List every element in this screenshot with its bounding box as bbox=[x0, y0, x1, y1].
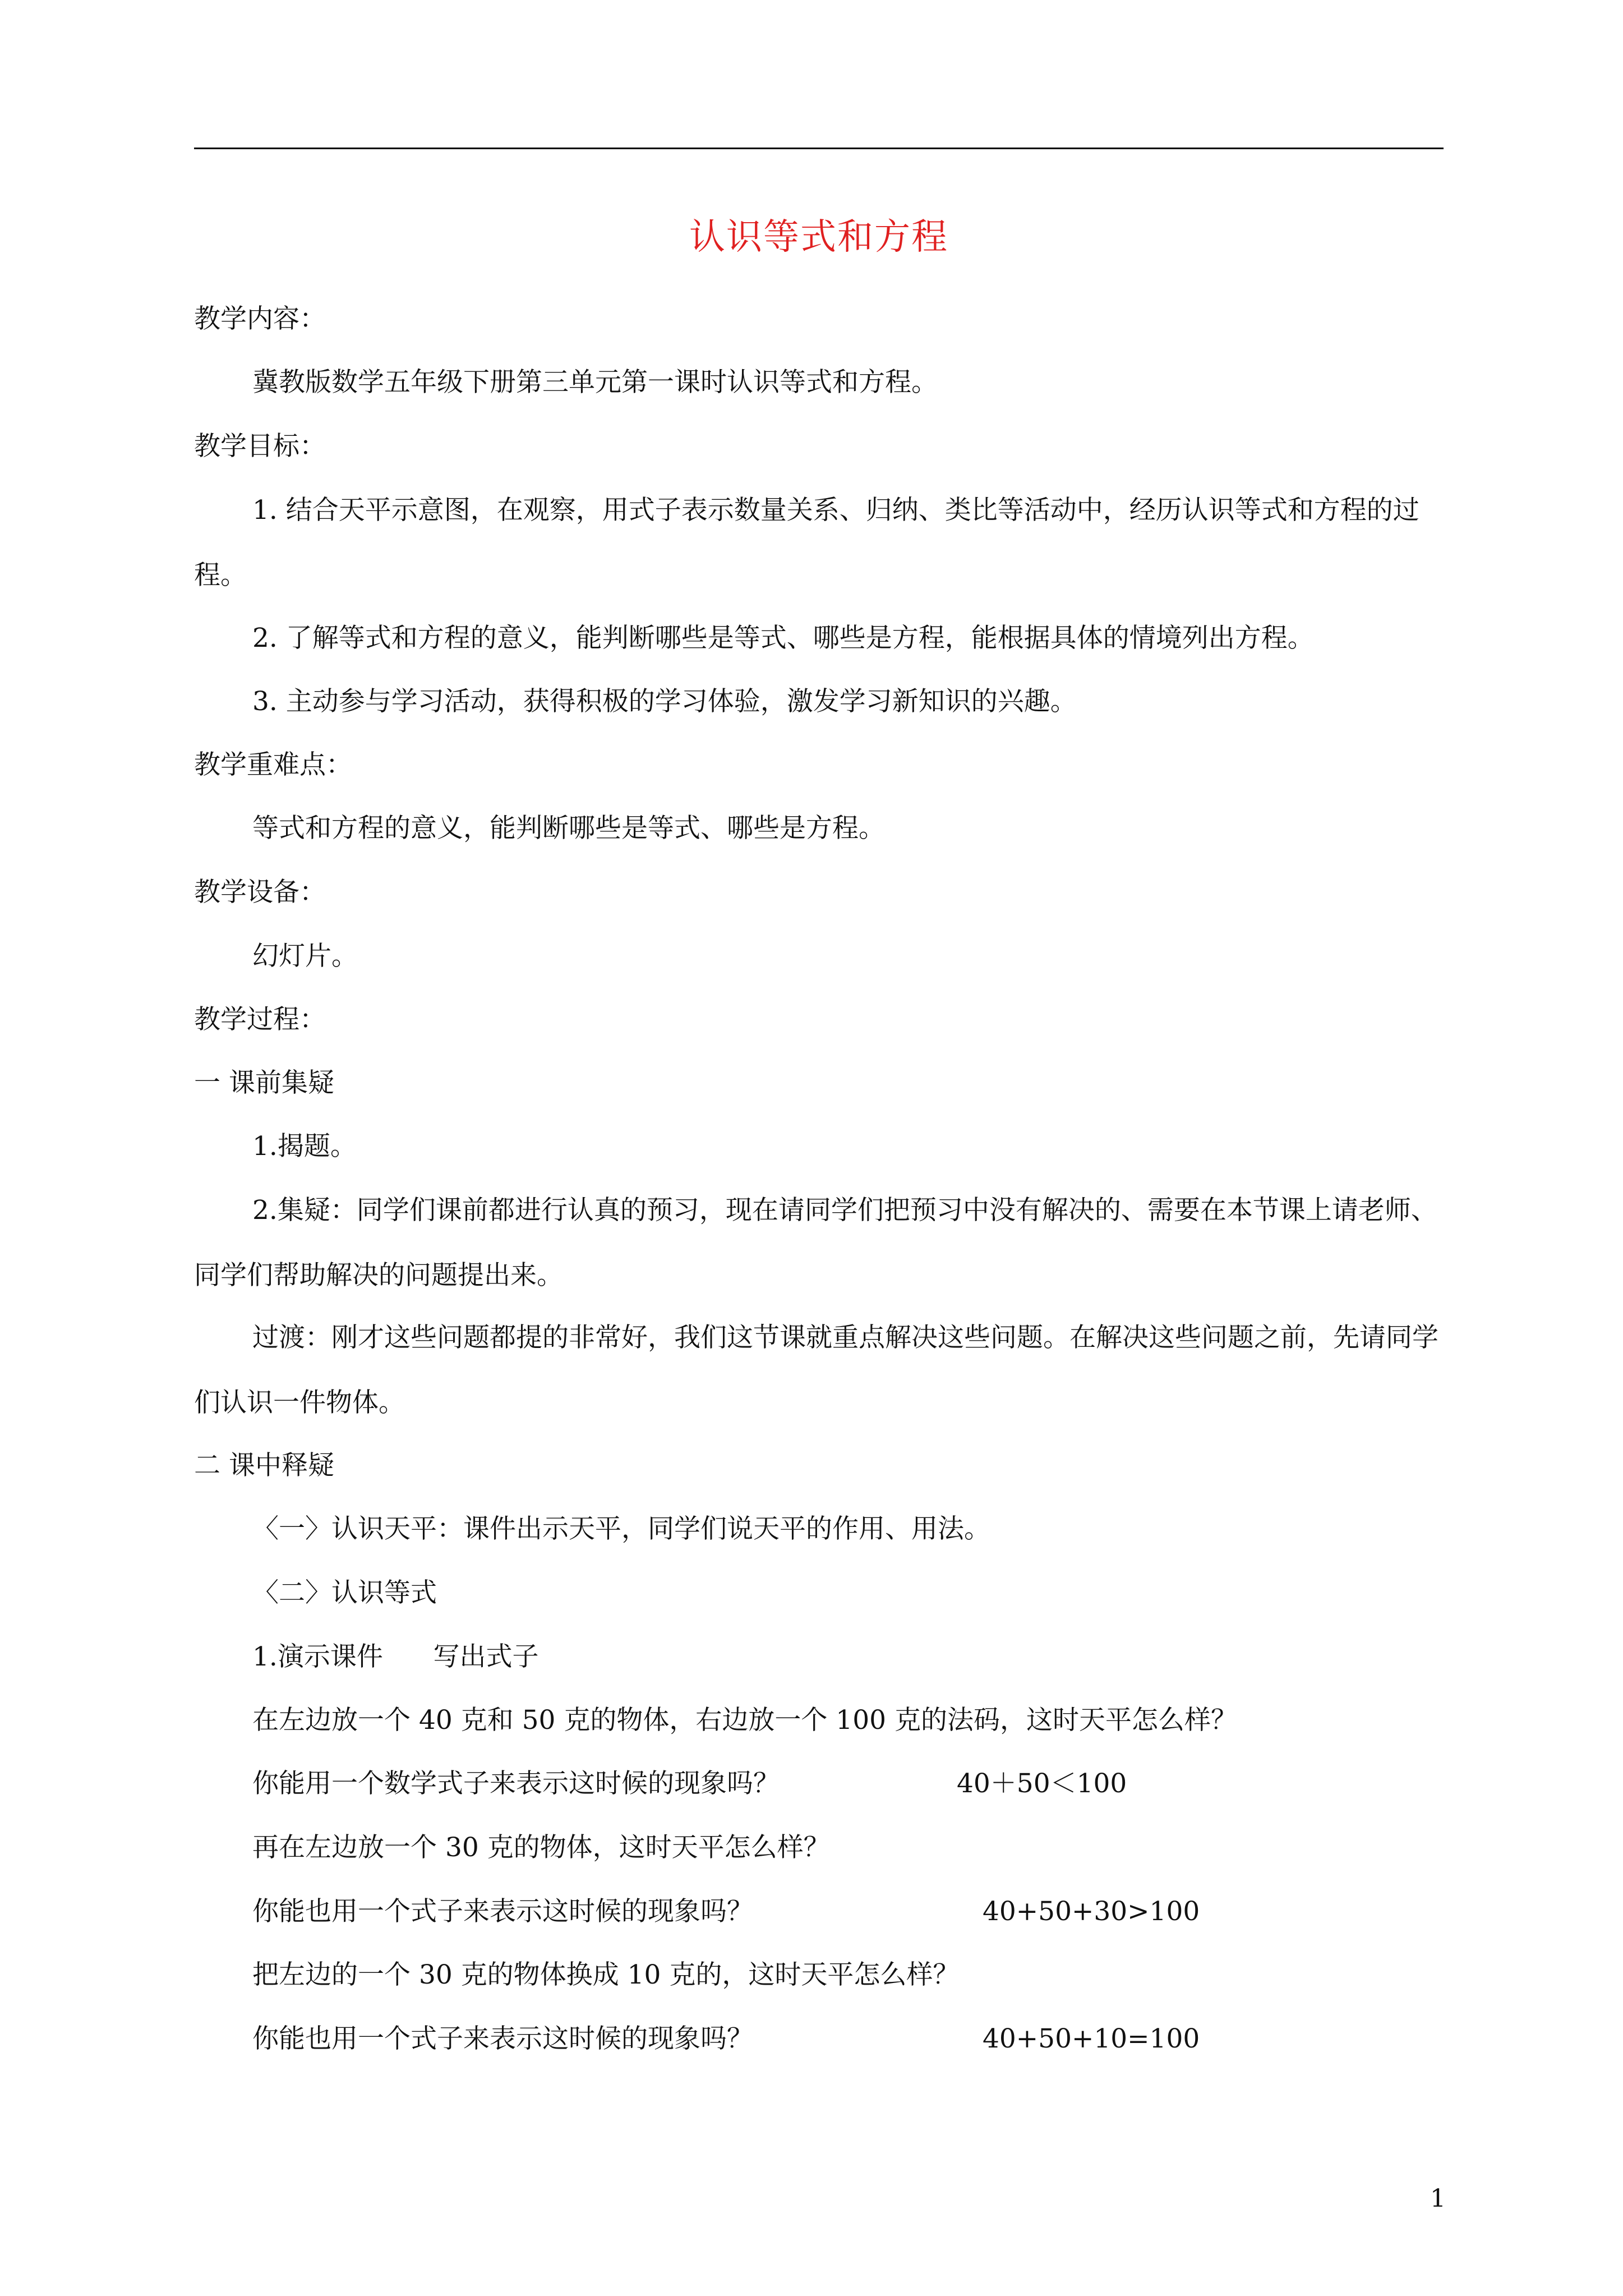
question-6: 你能也用一个式子来表示这时候的现象吗？ bbox=[252, 2023, 753, 2054]
key-difficulty-heading: 教学重难点： bbox=[194, 749, 352, 780]
answer-6-equation: 40+50+10=100 bbox=[983, 2023, 1200, 2054]
answer-2-inequality: 40＋50＜100 bbox=[957, 1768, 1127, 1799]
section1-item-1: 1.揭题。 bbox=[252, 1131, 357, 1162]
section1-item-2: 2.集疑：同学们课前都进行认真的预习，现在请同学们把预习中没有解决的、需要在本节课上请老师、同学们帮助解决的问题提出来。 bbox=[194, 1195, 1437, 1291]
process-heading: 教学过程： bbox=[194, 1004, 326, 1035]
teaching-content-heading: 教学内容： bbox=[194, 303, 326, 334]
question-4: 你能也用一个式子来表示这时候的现象吗？ bbox=[252, 1896, 753, 1927]
goal-item-1: 1. 结合天平示意图，在观察，用式子表示数量关系、归纳、类比等活动中，经历认识等式和方程的过程。 bbox=[194, 495, 1419, 591]
page-title: 认识等式和方程 bbox=[689, 217, 948, 258]
section2-heading: 二 课中释疑 bbox=[194, 1450, 334, 1481]
teaching-goals-heading: 教学目标： bbox=[194, 431, 326, 462]
section2-step1: 1.演示课件 写出式子 bbox=[252, 1641, 539, 1672]
answer-4-inequality: 40+50+30>100 bbox=[983, 1896, 1200, 1927]
header-rule bbox=[194, 148, 1444, 149]
equipment-heading: 教学设备： bbox=[194, 877, 326, 908]
section1-heading: 一 课前集疑 bbox=[194, 1068, 334, 1098]
question-3: 再在左边放一个 30 克的物体，这时天平怎么样？ bbox=[252, 1832, 830, 1863]
section1-transition: 过渡：刚才这些问题都提的非常好，我们这节课就重点解决这些问题。在解决这些问题之前，先请同学们认识一件物体。 bbox=[194, 1322, 1438, 1418]
goal-item-2: 2. 了解等式和方程的意义，能判断哪些是等式、哪些是方程，能根据具体的情境列出方程。 bbox=[252, 623, 1314, 654]
section2-sub1: 〈一〉认识天平：课件出示天平，同学们说天平的作用、用法。 bbox=[252, 1513, 990, 1544]
goal-item-3: 3. 主动参与学习活动，获得积极的学习体验，激发学习新知识的兴趣。 bbox=[252, 686, 1077, 717]
question-1: 在左边放一个 40 克和 50 克的物体，右边放一个 100 克的法码，这时天平怎么样？ bbox=[252, 1705, 1237, 1736]
page-number: 1 bbox=[1430, 2184, 1446, 2213]
key-difficulty-body: 等式和方程的意义，能判断哪些是等式、哪些是方程。 bbox=[252, 813, 885, 844]
question-5: 把左边的一个 30 克的物体换成 10 克的，这时天平怎么样？ bbox=[252, 1959, 960, 1990]
section2-sub2: 〈二〉认识等式 bbox=[252, 1577, 437, 1608]
equipment-body: 幻灯片。 bbox=[252, 941, 358, 972]
teaching-content-body: 冀教版数学五年级下册第三单元第一课时认识等式和方程。 bbox=[252, 367, 938, 398]
question-2: 你能用一个数学式子来表示这时候的现象吗？ bbox=[252, 1768, 780, 1799]
